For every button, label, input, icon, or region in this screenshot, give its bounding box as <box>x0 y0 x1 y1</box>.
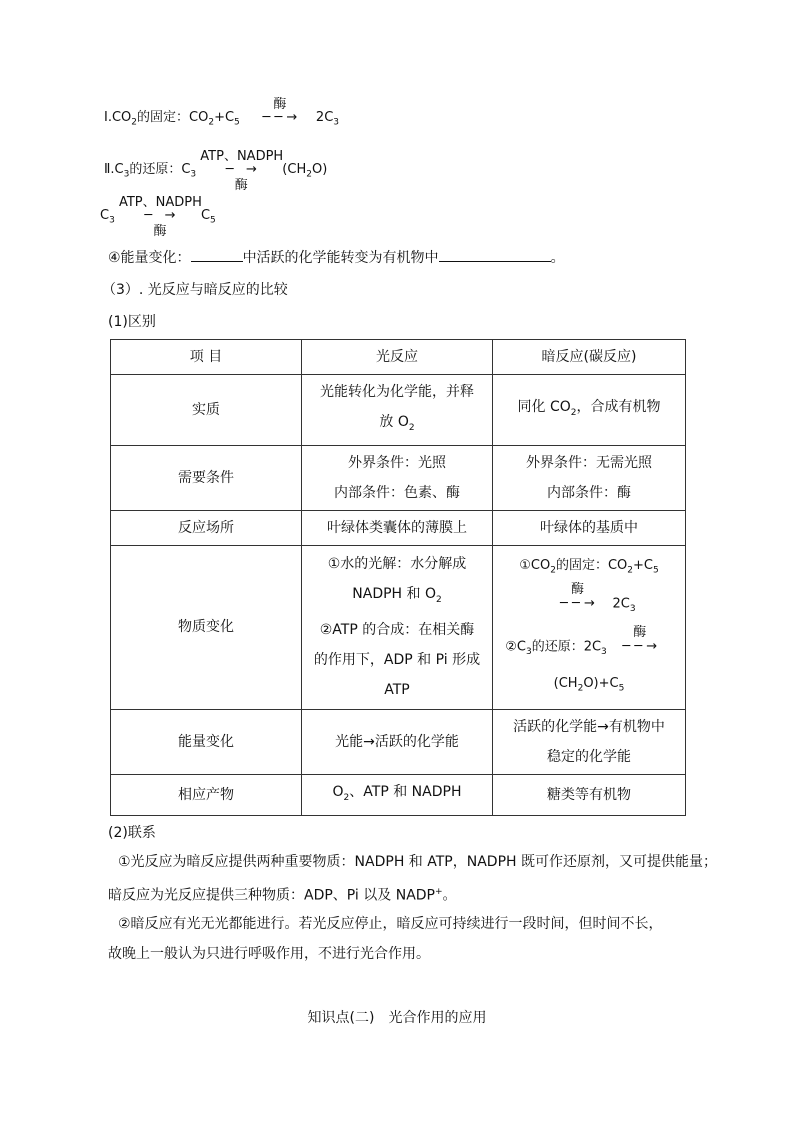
reaction-arrow: ATP、NADPH ─ → 酶 <box>118 195 202 239</box>
equation-co2-fixation: $Ⅰ.CO_2$的固定：$CO_2+C_5$ 酶 ─ ─ → $2C_3$ <box>104 97 340 128</box>
table-row: 相应产物 $O_2$、ATP 和 NADPH 糖类等有机物 <box>111 774 686 815</box>
header-light: 光反应 <box>302 340 493 375</box>
link-paragraph-1b: 暗反应为光反应提供三种物质：ADP、Pi 以及 NADP+。 <box>108 887 457 904</box>
table-header-row <box>111 340 686 375</box>
link-paragraph-1: ①光反应为暗反应提供两种重要物质：NADPH 和 ATP，NADPH 既可作还原剂，又可提供能量； <box>118 854 717 870</box>
blank-fill[interactable] <box>191 247 243 262</box>
table-row: 需要条件 外界条件：光照 内部条件：色素、酶 外界条件：无需光照 内部条件：酶 <box>111 445 686 510</box>
equation-c3-to-c5: $C_3$ ATP、NADPH ─ → 酶 $C_5$ <box>100 195 216 239</box>
reaction-arrow: 酶 ─ ─ → <box>622 625 658 655</box>
reaction-arrow: ATP、NADPH ─ → 酶 <box>200 149 284 193</box>
link-paragraph-2: ②暗反应有光无光都能进行。若光反应停止，暗反应可持续进行一段时间，但时间不长， <box>118 916 663 932</box>
table-row: 反应场所 叶绿体类囊体的薄膜上 叶绿体的基质中 <box>111 510 686 545</box>
section-title: （3）. 光反应与暗反应的比较 <box>102 282 288 298</box>
reaction-arrow: 酶 ─ ─ → <box>262 97 298 125</box>
table-row: 物质变化 ①水的光解：水分解成 NADPH 和 $O_2$ ②ATP 的合成：在相关酶 的作用下，ADP 和 Pi 形成 ATP $①CO_2$的固定：$CO_2+C_5$ 酶 ─ ─ → $2C_3$ $②C_3$的还原：$2C_3$ 酶 ─ ─ → $(CH_2O)+C_5$ <box>111 545 686 709</box>
blank-fill[interactable] <box>439 247 551 262</box>
link-paragraph-2b: 故晚上一般认为只进行呼吸作用，不进行光合作用。 <box>108 946 430 962</box>
energy-change-line: ④能量变化： 中活跃的化学能转变为有机物中 。 <box>108 247 565 267</box>
header-dark: 暗反应(碳反应) <box>493 340 686 375</box>
reaction-arrow: 酶 ─ ─ → <box>560 582 595 612</box>
header-item: 项 目 <box>111 340 302 375</box>
subsection-title: (2)联系 <box>108 825 156 841</box>
table-row: 能量变化 光能→活跃的化学能 活跃的化学能→有机物中 稳定的化学能 <box>111 709 686 774</box>
equation-c3-reduction: $Ⅱ.C_3$的还原：$C_3$ ATP、NADPH ─ → 酶 $(CH_2O)$ <box>104 149 328 193</box>
subsection-title: (1)区别 <box>108 314 156 330</box>
table-row: 实质 光能转化为化学能，并释 放 $O_2$ 同化 $CO_2$，合成有机物 <box>111 375 686 446</box>
comparison-table <box>110 339 686 816</box>
knowledge-point-heading: 知识点(二) 光合作用的应用 <box>307 1010 487 1026</box>
